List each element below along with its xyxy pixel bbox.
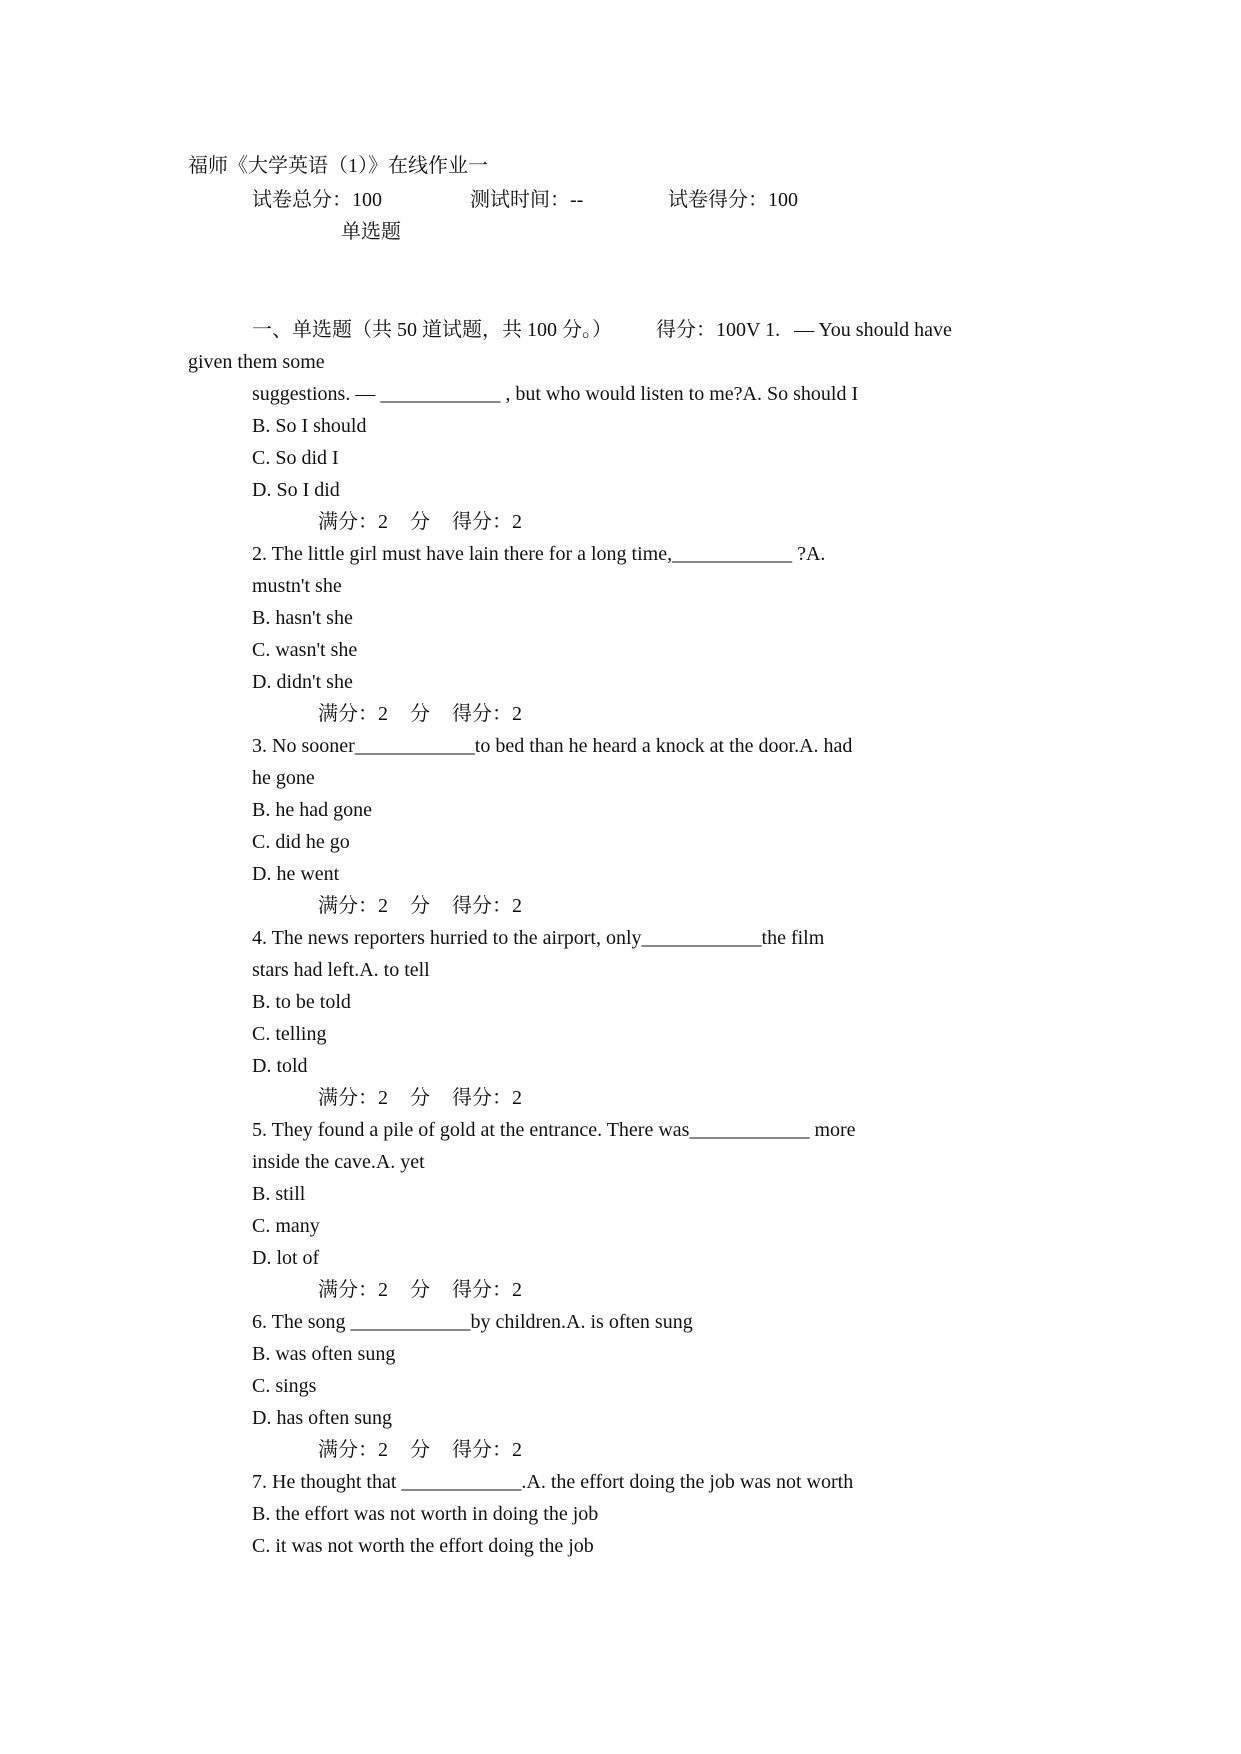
paper-score: 试卷得分：100	[668, 189, 798, 211]
option-line: C. telling	[252, 1023, 327, 1045]
question-line: 2. The little girl must have lain there for a long time,____________ ?A.	[252, 543, 826, 565]
total-score: 试卷总分：100	[252, 189, 382, 211]
option-line: D. has often sung	[252, 1407, 392, 1429]
option-line: C. sings	[252, 1375, 317, 1397]
option-line: B. the effort was not worth in doing the job	[252, 1503, 599, 1525]
question-1-continued: given them some	[188, 351, 325, 373]
option-line: C. wasn't she	[252, 639, 358, 661]
option-line: B. was often sung	[252, 1343, 396, 1365]
option-line: C. it was not worth the effort doing the job	[252, 1535, 594, 1557]
earned-score: 得分：2	[452, 511, 522, 533]
score-unit: 分	[410, 895, 430, 917]
earned-score: 得分：2	[452, 895, 522, 917]
score-unit: 分	[410, 1279, 430, 1301]
option-line: B. he had gone	[252, 799, 372, 821]
full-score: 满分：2	[318, 1087, 388, 1109]
question-line: stars had left.A. to tell	[252, 959, 430, 981]
question-line: 6. The song ____________by children.A. is often sung	[252, 1311, 693, 1333]
option-line: B. to be told	[252, 991, 351, 1013]
earned-score: 得分：2	[452, 1439, 522, 1461]
question-line: inside the cave.A. yet	[252, 1151, 425, 1173]
question-score	[318, 1278, 522, 1302]
full-score: 满分：2	[318, 511, 388, 533]
section-score: 得分：100V 1.	[656, 319, 781, 341]
question-line: 7. He thought that ____________.A. the effort doing the job was not worth	[252, 1471, 854, 1493]
option-line: D. he went	[252, 863, 340, 885]
question-line: he gone	[252, 767, 315, 789]
test-time: 测试时间：--	[470, 189, 584, 211]
full-score: 满分：2	[318, 1439, 388, 1461]
question-line: 3. No sooner____________to bed than he heard a knock at the door.A. had	[252, 735, 853, 757]
question-line: mustn't she	[252, 575, 342, 597]
question-line: suggestions. — ____________ , but who would listen to me?A. So should I	[252, 383, 859, 405]
option-line: B. hasn't she	[252, 607, 353, 629]
question-1-start: — You should have	[794, 319, 952, 341]
score-unit: 分	[410, 703, 430, 725]
earned-score: 得分：2	[452, 1279, 522, 1301]
score-unit: 分	[410, 1439, 430, 1461]
question-score	[318, 1086, 522, 1110]
earned-score: 得分：2	[452, 1087, 522, 1109]
full-score: 满分：2	[318, 1279, 388, 1301]
question-score	[318, 894, 522, 918]
full-score: 满分：2	[318, 895, 388, 917]
option-line: C. did he go	[252, 831, 350, 853]
section-intro	[252, 318, 952, 342]
option-line: B. So I should	[252, 415, 367, 437]
question-line: 4. The news reporters hurried to the airport, only____________the film	[252, 927, 825, 949]
question-score	[318, 702, 522, 726]
section-type: 单选题	[341, 221, 401, 243]
option-line: B. still	[252, 1183, 306, 1205]
score-unit: 分	[410, 511, 430, 533]
question-line: 5. They found a pile of gold at the entrance. There was____________ more	[252, 1119, 856, 1141]
section-heading: 一、单选题（共 50 道试题，共 100 分。）	[252, 319, 612, 341]
option-line: C. So did I	[252, 447, 339, 469]
full-score: 满分：2	[318, 703, 388, 725]
option-line: C. many	[252, 1215, 320, 1237]
score-unit: 分	[410, 1087, 430, 1109]
option-line: D. told	[252, 1055, 308, 1077]
option-line: D. lot of	[252, 1247, 320, 1269]
option-line: D. So I did	[252, 479, 340, 501]
earned-score: 得分：2	[452, 703, 522, 725]
option-line: D. didn't she	[252, 671, 353, 693]
question-score	[318, 510, 522, 534]
question-score	[318, 1438, 522, 1462]
page-title: 福师《大学英语（1）》在线作业一	[188, 155, 488, 177]
